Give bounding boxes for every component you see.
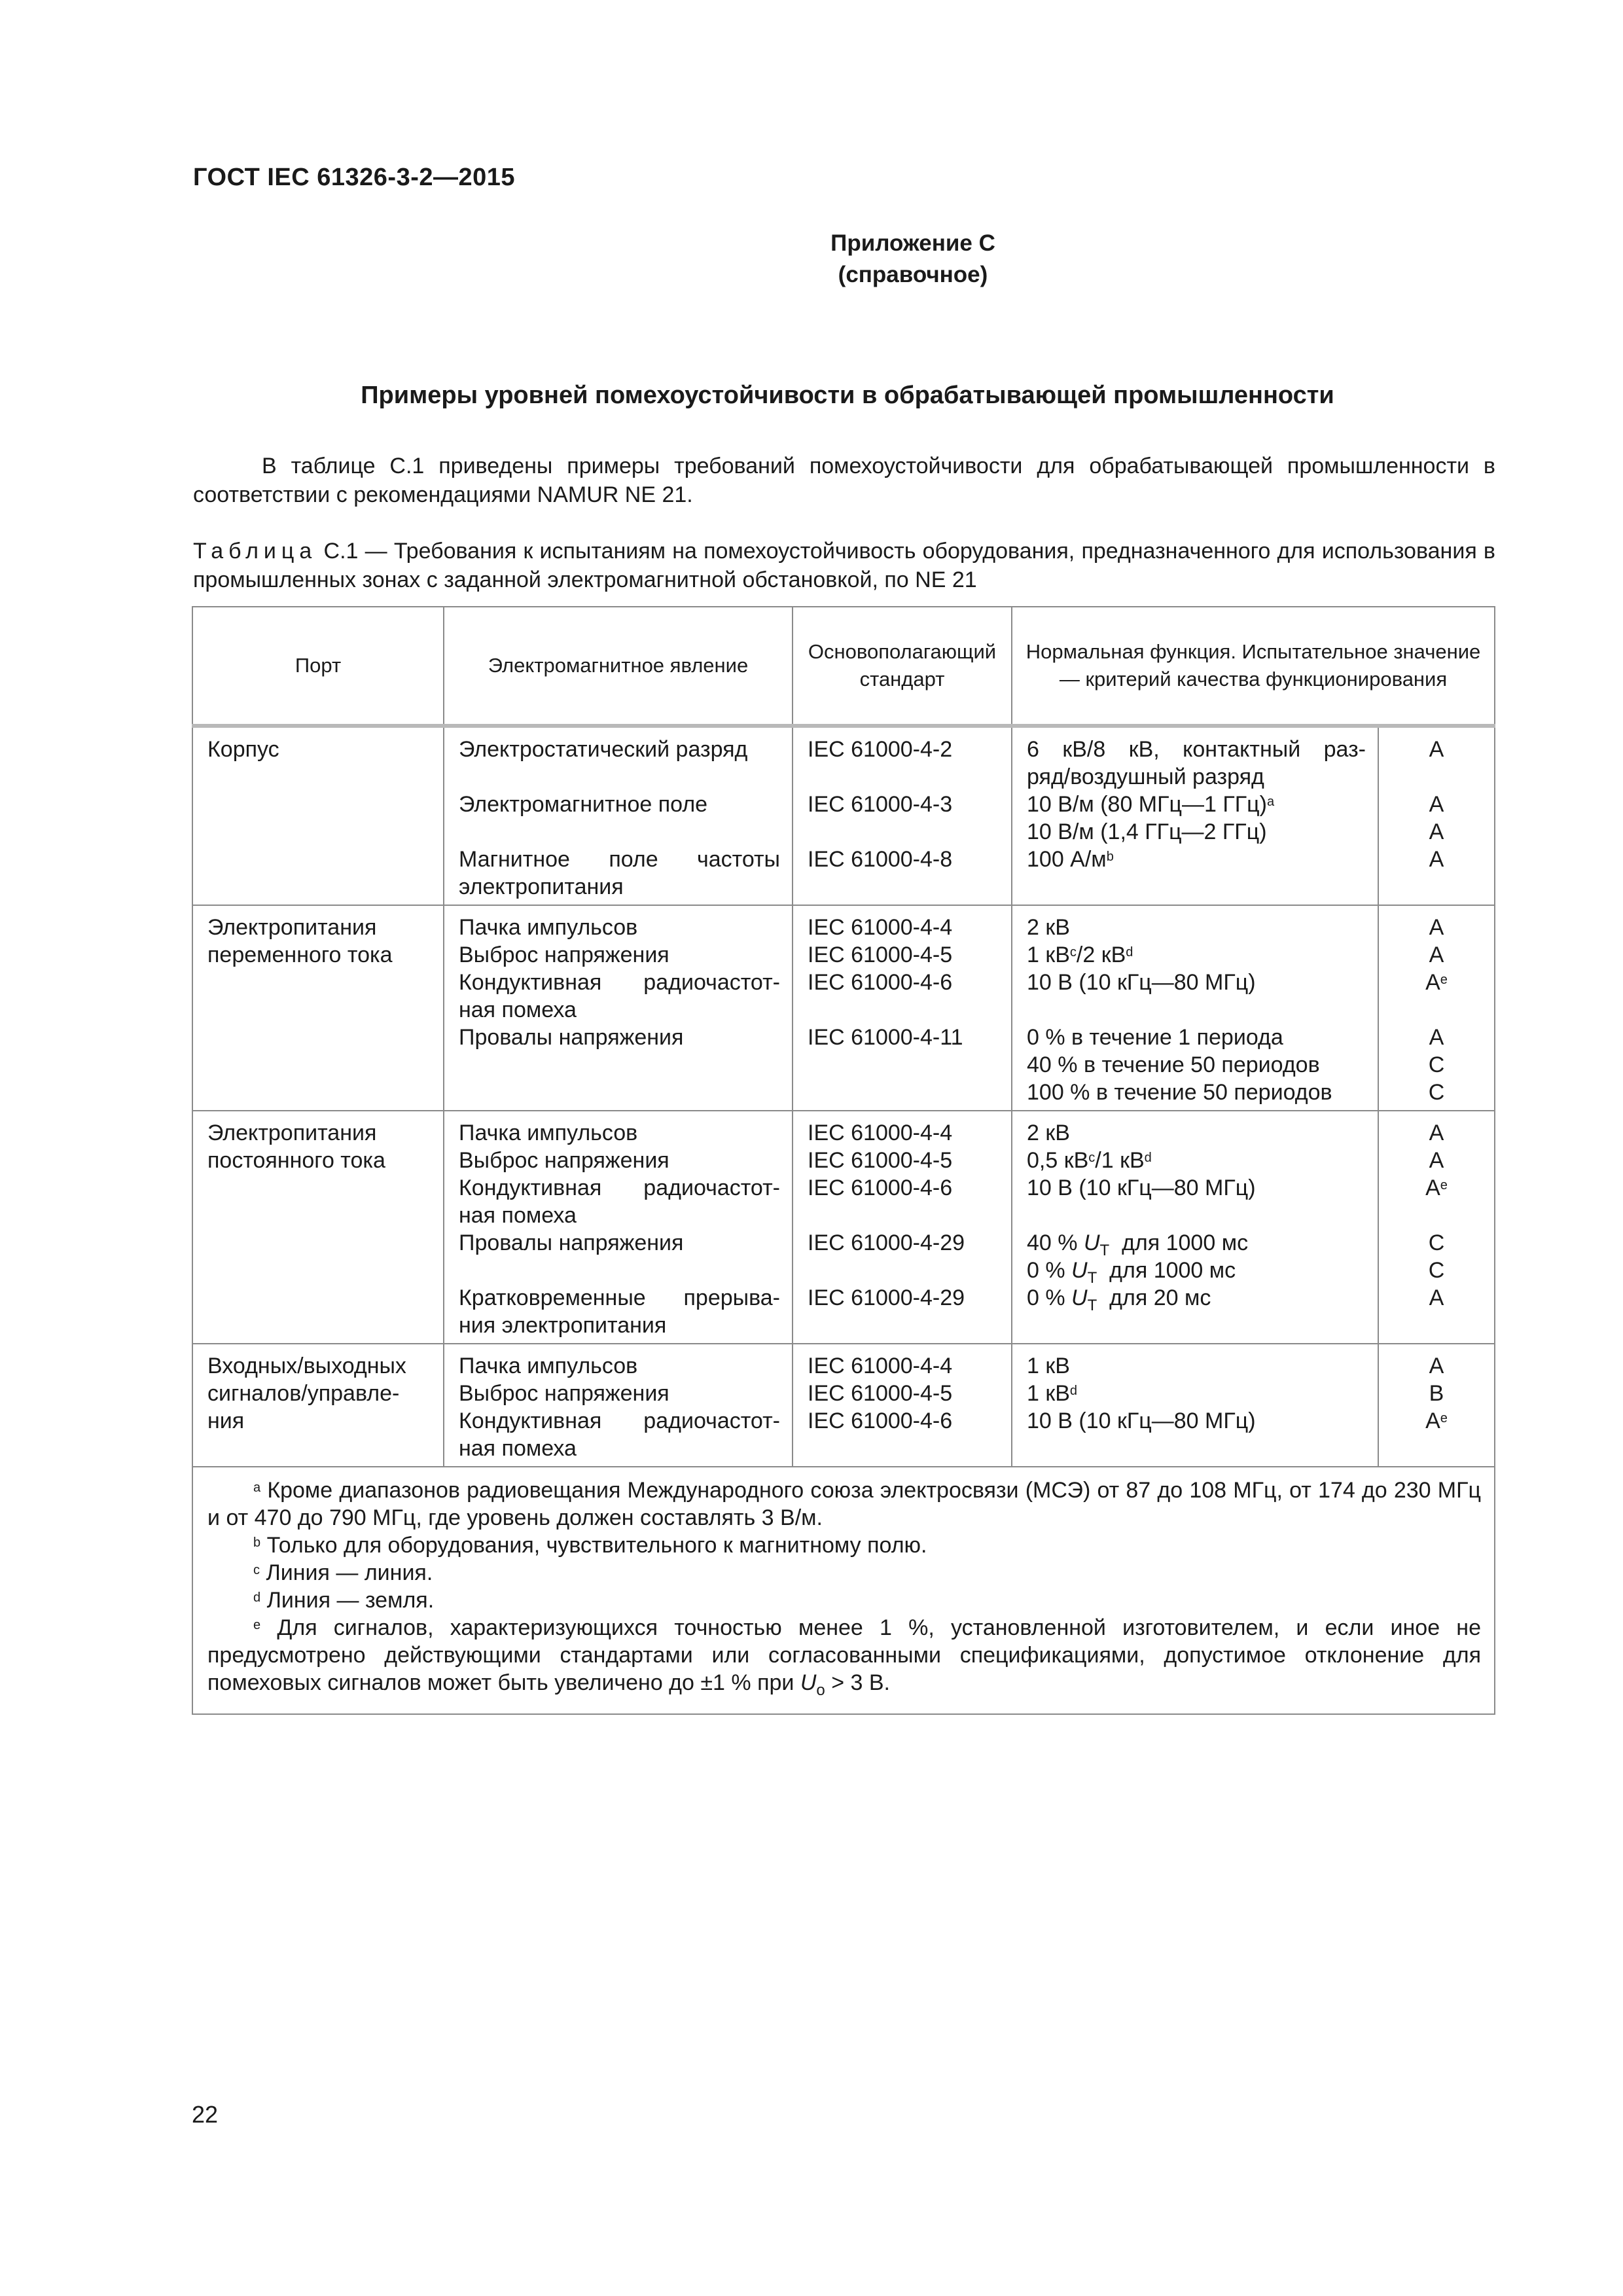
test-value-text: 100 % в течение 50 периодов: [1027, 1080, 1332, 1105]
test-value-text: 10 В (10 кГц—80 МГц): [1027, 1408, 1256, 1433]
criterion-line: [1379, 1352, 1494, 1380]
test-value-text: 0 %: [1027, 1285, 1072, 1310]
phenomenon-line: [459, 1079, 780, 1106]
test-value-line: [1027, 1147, 1366, 1174]
footnote-d-mark: d: [253, 1590, 261, 1605]
footnote-d: [207, 1587, 1481, 1614]
port-cell: [192, 726, 444, 905]
table-row: [192, 1111, 1495, 1344]
port-line: сигналов/управле-: [207, 1381, 400, 1406]
test-value-line: [1027, 873, 1366, 901]
test-value-text-2: /1 кВ: [1095, 1148, 1145, 1173]
table-header-row: [192, 607, 1495, 726]
phenomenon-line: электропитания: [459, 874, 624, 899]
criterion-line: [1379, 1051, 1494, 1079]
standard-line: [808, 996, 999, 1024]
criterion-cell: [1378, 726, 1495, 905]
header-port: Порт: [192, 607, 444, 726]
phenomenon-line: Провалы напряжения: [459, 1025, 684, 1050]
requirements-table: [192, 606, 1495, 1715]
port-line: Входных/выходных: [207, 1354, 406, 1378]
criterion-value: A: [1429, 819, 1444, 844]
test-value-text-3: для 1000 мс: [1109, 1230, 1249, 1255]
phenomenon-line: ная помеха: [459, 1436, 577, 1461]
standard-line: IEC 61000-4-2: [808, 737, 953, 762]
criterion-line: [1379, 818, 1494, 846]
port-line: ния: [207, 1408, 245, 1433]
criterion-line: [1379, 1119, 1494, 1147]
phenomenon-line: Кондуктивная радиочастот-: [459, 1175, 780, 1200]
appendix-title: Приложение С: [830, 230, 995, 256]
criterion-line: [1379, 791, 1494, 818]
test-value-line: [1027, 914, 1366, 941]
criterion-line: [1379, 1229, 1494, 1257]
phenomenon-line: Пачка импульсов: [459, 915, 638, 940]
criterion-line: [1379, 1380, 1494, 1407]
criterion-value: A: [1429, 792, 1444, 817]
criterion-value: C: [1428, 1258, 1445, 1283]
phenomenon-line: Выброс напряжения: [459, 1148, 669, 1173]
footnote-b-text: Только для оборудования, чувствительного к магнитному полю.: [266, 1533, 927, 1558]
standard-cell: [793, 726, 1012, 905]
standard-line: IEC 61000-4-29: [808, 1285, 965, 1310]
standard-line: IEC 61000-4-5: [808, 1381, 953, 1406]
criterion-value: A: [1429, 737, 1444, 762]
phenomenon-cell: [444, 726, 793, 905]
test-value-text: 1 кВ: [1027, 942, 1070, 967]
criterion-cell: [1378, 905, 1495, 1111]
standard-cell: [793, 1344, 1012, 1467]
criterion-value: A: [1429, 942, 1444, 967]
standard-line: [808, 1202, 999, 1229]
criterion-line: [1379, 1079, 1494, 1106]
test-value-text: 0 % в течение 1 периода: [1027, 1025, 1283, 1050]
footnote-ref: d: [1126, 945, 1133, 960]
test-value-text: 10 В/м (80 МГц—1 ГГц): [1027, 792, 1267, 817]
footnote-ref: e: [1440, 973, 1448, 987]
standard-line: IEC 61000-4-6: [808, 1175, 953, 1200]
footnote-ref: e: [1440, 1178, 1448, 1193]
test-value-line: [1027, 1079, 1366, 1106]
test-value-text: 40 %: [1027, 1230, 1084, 1255]
test-value-line: [1027, 736, 1366, 763]
criterion-line: [1379, 1024, 1494, 1051]
criterion-cell: [1378, 1344, 1495, 1467]
criterion-line: [1379, 846, 1494, 873]
test-value-line: [1027, 1174, 1366, 1202]
criterion-value: A: [1429, 1354, 1444, 1378]
criterion-line: [1379, 1147, 1494, 1174]
table-body: [192, 726, 1495, 1467]
phenomenon-line: Выброс напряжения: [459, 942, 669, 967]
standard-line: [808, 873, 999, 901]
test-value-cell: [1012, 1344, 1378, 1467]
footnote-ref: d: [1069, 1384, 1078, 1398]
test-value-line: [1027, 1352, 1366, 1380]
standard-line: IEC 61000-4-11: [808, 1025, 963, 1050]
phenomenon-line: Пачка импульсов: [459, 1354, 638, 1378]
standard-line: IEC 61000-4-3: [808, 792, 953, 817]
table-caption-label: Таблица: [193, 539, 317, 564]
footnote-b-mark: b: [253, 1535, 261, 1550]
test-value-line: [1027, 1051, 1366, 1079]
test-value-line: [1027, 1312, 1366, 1339]
test-value-cell: [1012, 905, 1378, 1111]
footnote-d-text: Линия — земля.: [266, 1588, 435, 1613]
test-value-line: [1027, 1380, 1366, 1407]
footnote-a-text: Кроме диапазонов радиовещания Международного союза электросвязи (МСЭ) от 87 до 108 МГц, от 174 до 230 МГц и от 470 до 790 МГц, где уровень должен составлять 3 В/м.: [207, 1478, 1481, 1530]
test-value-text: ряд/воздушный разряд: [1027, 764, 1264, 789]
standard-line: [808, 1312, 999, 1339]
phenomenon-cell: [444, 905, 793, 1111]
criterion-line: [1379, 1202, 1494, 1229]
test-value-text: 1 кВ: [1027, 1354, 1070, 1378]
criterion-line: [1379, 914, 1494, 941]
appendix-subtitle: (справочное): [838, 262, 988, 287]
test-value-line: [1027, 1202, 1366, 1229]
standard-line: [808, 1435, 999, 1462]
table-row: [192, 726, 1495, 905]
footnote-ref: e: [1440, 1411, 1448, 1426]
port-line: Корпус: [207, 737, 279, 762]
test-value-line: [1027, 1229, 1366, 1257]
criterion-line: [1379, 763, 1494, 791]
standard-line: IEC 61000-4-6: [808, 1408, 953, 1433]
test-value-cell: [1012, 1111, 1378, 1344]
port-cell: [192, 905, 444, 1111]
standard-line: [808, 818, 999, 846]
criterion-line: [1379, 941, 1494, 969]
test-value-line: [1027, 1024, 1366, 1051]
footnote-ref: b: [1106, 850, 1114, 864]
phenomenon-line: Электромагнитное поле: [459, 792, 708, 817]
phenomenon-line: [459, 763, 780, 791]
footnote-c: [207, 1559, 1481, 1587]
standard-cell: [793, 905, 1012, 1111]
port-cell: [192, 1111, 444, 1344]
phenomenon-line: Электростатический разряд: [459, 737, 748, 762]
test-value-text: 2 кВ: [1027, 915, 1070, 940]
footnote-e: [207, 1614, 1481, 1704]
test-value-line: [1027, 996, 1366, 1024]
test-value-line: [1027, 1435, 1366, 1462]
footnote-c-mark: c: [253, 1563, 260, 1577]
criterion-value: C: [1428, 1052, 1445, 1077]
footnotes-row: [192, 1467, 1495, 1714]
test-value-line: [1027, 969, 1366, 996]
phenomenon-line: Кратковременные прерыва-: [459, 1285, 780, 1310]
phenomenon-line: ная помеха: [459, 1203, 577, 1228]
criterion-line: [1379, 1435, 1494, 1462]
criterion-value: A: [1429, 847, 1444, 872]
footnote-e-variable-sub: o: [816, 1681, 825, 1699]
criterion-line: [1379, 1284, 1494, 1312]
criterion-line: [1379, 996, 1494, 1024]
criterion-line: [1379, 969, 1494, 996]
test-value-text: 100 А/м: [1027, 847, 1107, 872]
criterion-value: A: [1425, 1408, 1440, 1433]
test-value-text: 2 кВ: [1027, 1121, 1070, 1145]
standard-line: IEC 61000-4-4: [808, 1354, 953, 1378]
footnote-ref: c: [1088, 1151, 1096, 1165]
criterion-line: [1379, 1174, 1494, 1202]
standard-line: [808, 1051, 999, 1079]
voltage-variable: U: [1071, 1285, 1088, 1310]
footnote-e-text-2: > 3 В.: [825, 1670, 890, 1695]
criterion-value: A: [1429, 1121, 1444, 1145]
footnote-e-variable: U: [800, 1670, 817, 1695]
standard-line: IEC 61000-4-5: [808, 1148, 953, 1173]
phenomenon-line: Кондуктивная радиочастот-: [459, 1408, 780, 1433]
test-value-line: [1027, 941, 1366, 969]
port-line: Электропитания: [207, 1121, 377, 1145]
phenomenon-line: Кондуктивная радиочастот-: [459, 970, 780, 995]
port-line: переменного тока: [207, 942, 393, 967]
standard-line: IEC 61000-4-4: [808, 1121, 953, 1145]
test-value-line: [1027, 791, 1366, 818]
phenomenon-line: [459, 1257, 780, 1284]
test-value-text: 40 % в течение 50 периодов: [1027, 1052, 1320, 1077]
phenomenon-cell: [444, 1111, 793, 1344]
standard-line: [808, 1257, 999, 1284]
test-value-line: [1027, 763, 1366, 791]
table-row: [192, 1344, 1495, 1467]
voltage-variable: U: [1071, 1258, 1088, 1283]
criterion-value: A: [1429, 915, 1444, 940]
phenomenon-line: Магнитное поле частоты: [459, 847, 780, 872]
port-line: Электропитания: [207, 915, 377, 940]
criterion-value: A: [1425, 970, 1440, 995]
standard-line: IEC 61000-4-5: [808, 942, 953, 967]
page-number: 22: [192, 2101, 219, 2128]
test-value-line: [1027, 1119, 1366, 1147]
standard-cell: [793, 1111, 1012, 1344]
header-phenomenon: Электромагнитное явление: [444, 607, 793, 726]
footnote-b: [207, 1532, 1481, 1559]
test-value-text: 10 В/м (1,4 ГГц—2 ГГц): [1027, 819, 1267, 844]
test-value-line: [1027, 846, 1366, 873]
criterion-value: B: [1429, 1381, 1444, 1406]
test-value-text-2: /2 кВ: [1076, 942, 1126, 967]
criterion-line: [1379, 736, 1494, 763]
voltage-subscript: Т: [1099, 1241, 1110, 1259]
footnote-ref: d: [1144, 1151, 1152, 1165]
phenomenon-cell: [444, 1344, 793, 1467]
criterion-cell: [1378, 1111, 1495, 1344]
footnote-ref: a: [1266, 795, 1275, 809]
test-value-line: [1027, 1257, 1366, 1287]
voltage-subscript: Т: [1087, 1268, 1097, 1287]
standard-line: IEC 61000-4-6: [808, 970, 953, 995]
test-value-text: 6 кВ/8 кВ, контактный раз-: [1027, 737, 1366, 762]
test-value-text: 10 В (10 кГц—80 МГц): [1027, 1175, 1256, 1200]
test-value-cell: [1012, 726, 1378, 905]
phenomenon-line: Провалы напряжения: [459, 1230, 684, 1255]
test-value-line: [1027, 818, 1366, 846]
test-value-line: [1027, 1407, 1366, 1435]
criterion-line: [1379, 1257, 1494, 1284]
header-standard: Основополагающий стандарт: [793, 607, 1012, 726]
phenomenon-line: [459, 1051, 780, 1079]
requirements-table-wrapper: [192, 606, 1494, 1715]
standard-line: IEC 61000-4-29: [808, 1230, 965, 1255]
criterion-value: A: [1425, 1175, 1440, 1200]
criterion-line: [1379, 1407, 1494, 1435]
criterion-value: A: [1429, 1148, 1444, 1173]
criterion-value: A: [1429, 1285, 1444, 1310]
header-test-value: Нормальная функция. Испытательное значение — критерий качества функционирования: [1012, 607, 1495, 726]
port-cell: [192, 1344, 444, 1467]
table-caption: [193, 537, 1495, 594]
standard-line: [808, 1079, 999, 1106]
standard-line: [808, 763, 999, 791]
phenomenon-line: Пачка импульсов: [459, 1121, 638, 1145]
criterion-value: C: [1428, 1230, 1445, 1255]
footnote-e-text-1: Для сигналов, характеризующихся точностью менее 1 %, установленной изготовителем, и если иное не предусмотрено действующими стандартами или согласованными спецификациями, допустимое отклонение для помеховых сигналов может быть увеличено до ±1 % при: [207, 1615, 1481, 1695]
test-value-text: 1 кВ: [1027, 1381, 1070, 1406]
port-line: постоянного тока: [207, 1148, 385, 1173]
test-value-text-3: для 20 мс: [1097, 1285, 1211, 1310]
footnotes-cell: [192, 1467, 1495, 1714]
phenomenon-line: ная помеха: [459, 997, 577, 1022]
table-row: [192, 905, 1495, 1111]
criterion-line: [1379, 873, 1494, 901]
criterion-value: C: [1428, 1080, 1445, 1105]
test-value-text: 0,5 кВ: [1027, 1148, 1089, 1173]
criterion-value: A: [1429, 1025, 1444, 1050]
standard-line: IEC 61000-4-8: [808, 847, 953, 872]
footnote-e-mark: e: [253, 1618, 261, 1632]
footnote-c-text: Линия — линия.: [266, 1560, 433, 1585]
test-value-text-3: для 1000 мс: [1097, 1258, 1236, 1283]
intro-paragraph: В таблице С.1 приведены примеры требований помехоустойчивости для обрабатывающей промышленности в соответствии с рекомендациями NAMUR NE 21.: [193, 454, 1495, 507]
criterion-line: [1379, 1312, 1494, 1339]
document-header: ГОСТ IEC 61326-3-2—2015: [193, 164, 516, 191]
voltage-variable: U: [1083, 1230, 1100, 1255]
voltage-subscript: Т: [1087, 1296, 1097, 1314]
footnote-ref: c: [1069, 945, 1077, 960]
test-value-text: 0 %: [1027, 1258, 1072, 1283]
table-caption-text: С.1 — Требования к испытаниям на помехоустойчивость оборудования, предназначенного для использования в промышленных зонах с заданной электромагнитной обстановкой, по NE 21: [193, 539, 1495, 592]
footnote-a-mark: a: [253, 1480, 261, 1495]
footnote-a: [207, 1477, 1481, 1532]
test-value-line: [1027, 1284, 1366, 1312]
section-title: Примеры уровней помехоустойчивости в обрабатывающей промышленности: [361, 382, 1334, 409]
phenomenon-line: [459, 818, 780, 846]
test-value-text: 10 В (10 кГц—80 МГц): [1027, 970, 1256, 995]
phenomenon-line: Выброс напряжения: [459, 1381, 669, 1406]
standard-line: IEC 61000-4-4: [808, 915, 953, 940]
phenomenon-line: ния электропитания: [459, 1313, 667, 1338]
